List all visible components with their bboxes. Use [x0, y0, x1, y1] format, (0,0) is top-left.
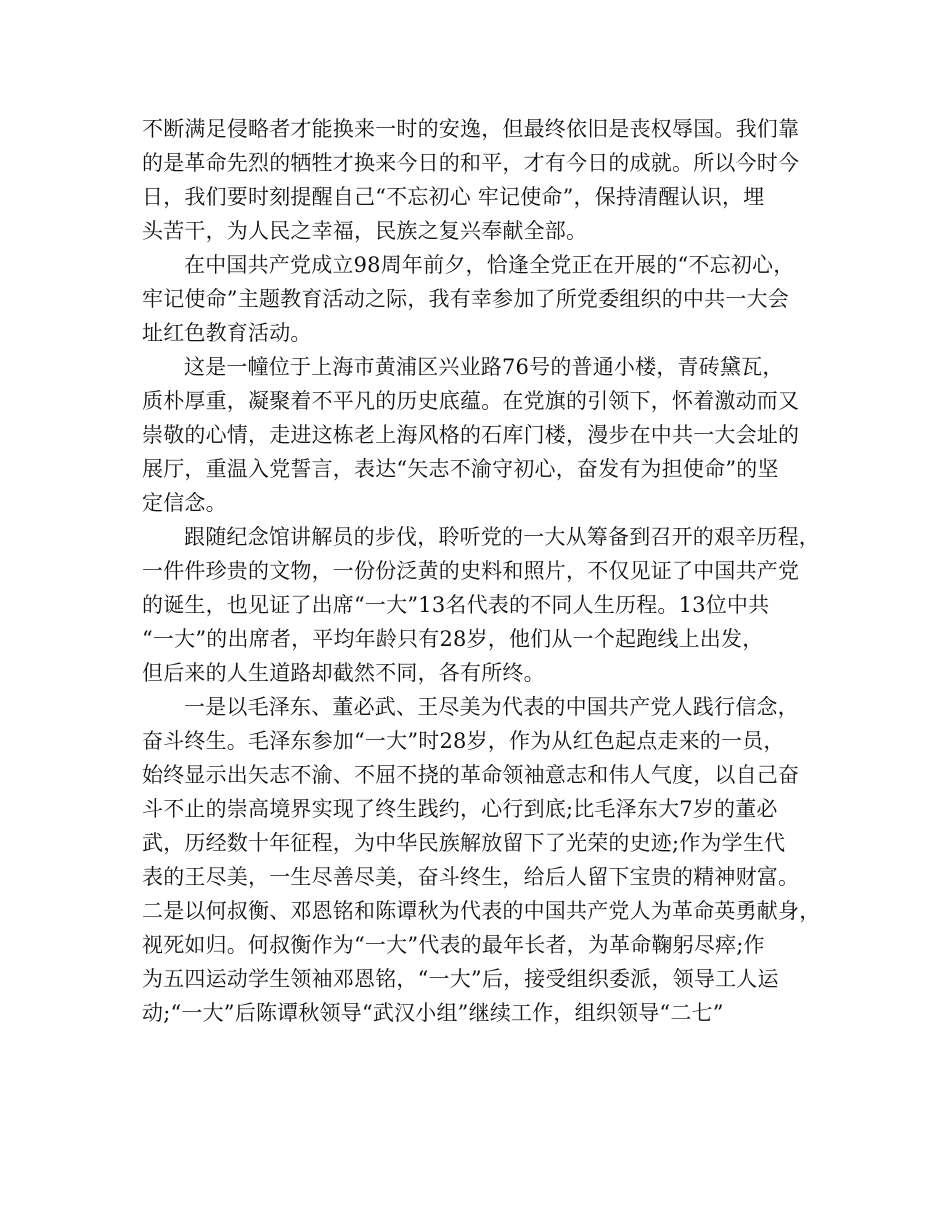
- text-line: 奋斗终生。毛泽东参加“一大”时28岁，作为从红色起点走来的一员，: [142, 729, 785, 753]
- text-line: 崇敬的心情，走进这栋老上海风格的石库门楼，漫步在中共一大会址的: [142, 423, 800, 447]
- paragraph-first-line: 跟随纪念馆讲解员的步伐，聆听党的一大从筹备到召开的艰辛历程，: [184, 525, 820, 549]
- text-line: 不断满足侵略者才能换来一时的安逸，但最终依旧是丧权辱国。我们靠: [142, 117, 800, 141]
- paragraph-first-line: 这是一幢位于上海市黄浦区兴业路76号的普通小楼，青砖黛瓦，: [184, 355, 784, 379]
- text-line: 展厅，重温入党誓言，表达“矢志不渝守初心，奋发有为担使命”的坚: [142, 457, 779, 481]
- paragraph-first-line: 在中国共产党成立98周年前夕，恰逢全党正在开展的“不忘初心，: [184, 253, 795, 277]
- text-line: 但后来的人生道路却截然不同，各有所终。: [142, 661, 545, 685]
- text-line: 武，历经数十年征程，为中华民族解放留下了光荣的史迹;作为学生代: [142, 831, 786, 855]
- text-line: 牢记使命”主题教育活动之际，我有幸参加了所党委组织的中共一大会: [142, 287, 789, 311]
- text-line: 质朴厚重，凝聚着不平凡的历史底蕴。在党旗的引领下，怀着激动而又: [142, 389, 800, 413]
- text-line: 二是以何叔衡、邓恩铭和陈谭秋为代表的中国共产党人为革命英勇献身，: [142, 899, 821, 923]
- document-body: [142, 112, 842, 1030]
- text-line: 表的王尽美，一生尽善尽美，奋斗终生，给后人留下宝贵的精神财富。: [142, 865, 800, 889]
- text-line: 动;“一大”后陈谭秋领导“武汉小组”继续工作，组织领导“二七”: [142, 1001, 724, 1025]
- text-line: 一件件珍贵的文物，一份份泛黄的史料和照片，不仅见证了中国共产党: [142, 559, 800, 583]
- text-line: 定信念。: [142, 491, 227, 515]
- text-line: 的是革命先烈的牺牲才换来今日的和平，才有今日的成就。所以今时今: [142, 151, 800, 175]
- text-line: 头苦干，为人民之幸福，民族之复兴奉献全部。: [142, 219, 588, 243]
- text-line: 始终显示出矢志不渝、不屈不挠的革命领袖意志和伟人气度，以自己奋: [142, 763, 800, 787]
- text-line: 的诞生，也见证了出席“一大”13名代表的不同人生历程。13位中共: [142, 593, 770, 617]
- text-line: 视死如归。何叔衡作为“一大”代表的最年长者，为革命鞠躬尽瘁;作: [142, 933, 765, 957]
- text-line: 为五四运动学生领袖邓恩铭，“一大”后，接受组织委派，领导工人运: [142, 967, 779, 991]
- paragraph-first-line: 一是以毛泽东、董必武、王尽美为代表的中国共产党人践行信念，: [184, 695, 799, 719]
- text-line: “一大”的出席者，平均年龄只有28岁，他们从一个起跑线上出发，: [142, 627, 764, 651]
- text-line: 日，我们要时刻提醒自己“不忘初心 牢记使命”，保持清醒认识，埋: [142, 185, 765, 209]
- text-line: 斗不止的崇高境界实现了终生践约，心行到底;比毛泽东大7岁的董必: [142, 797, 778, 821]
- text-line: 址红色教育活动。: [142, 321, 312, 345]
